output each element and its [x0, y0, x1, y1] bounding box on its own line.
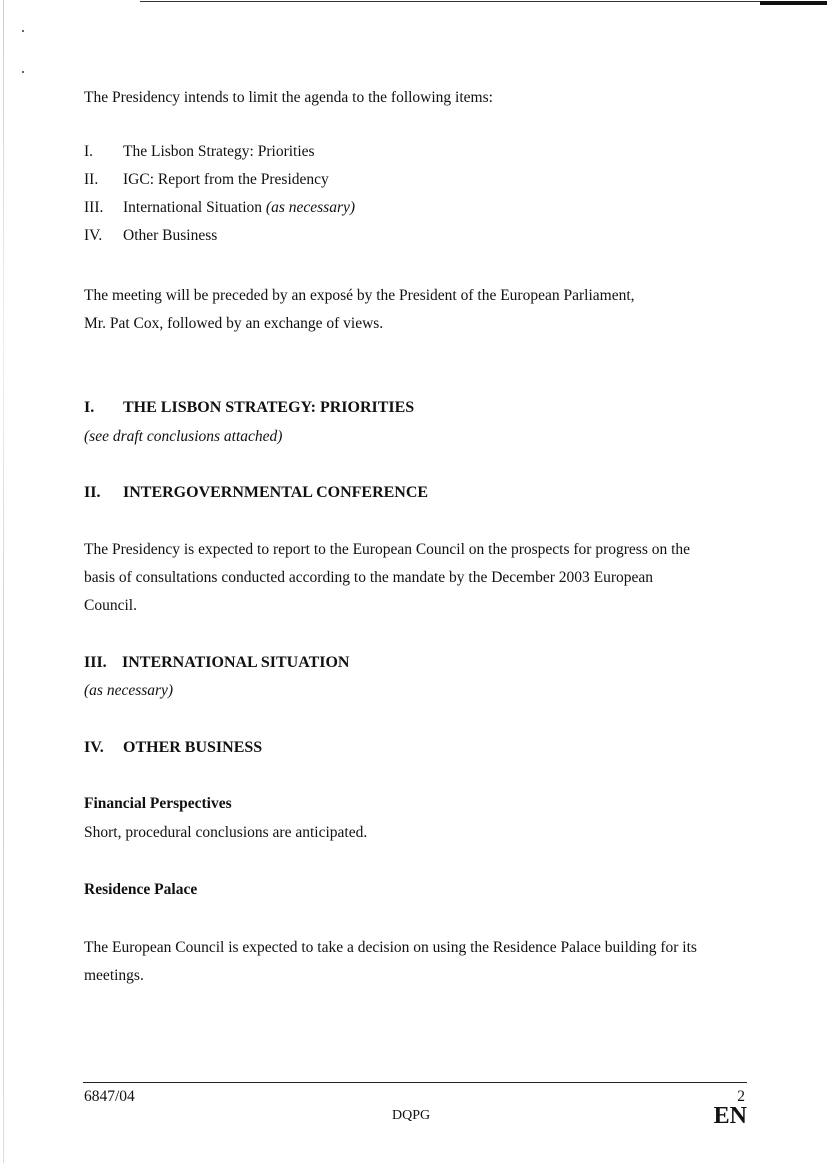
footer-rule [83, 1082, 747, 1083]
agenda-number: I. [84, 143, 94, 160]
residence-heading: Residence Palace [84, 881, 198, 898]
section-2-number: II. [84, 484, 101, 501]
intro-text: The Presidency intends to limit the agenda to the following items: [84, 89, 493, 106]
section-3-number: III. [84, 654, 107, 671]
scan-left-edge [3, 0, 4, 1163]
section-3-note: (as necessary) [84, 682, 174, 699]
agenda-text: Other Business [123, 227, 218, 244]
agenda-text: The Lisbon Strategy: Priorities [123, 143, 315, 160]
financial-text: Short, procedural conclusions are anticipated. [84, 824, 368, 841]
section-2-title: INTERGOVERNMENTAL CONFERENCE [123, 484, 429, 501]
residence-line-2: meetings. [84, 967, 144, 984]
agenda-number: IV. [84, 227, 103, 244]
section-3-title: INTERNATIONAL SITUATION [122, 654, 350, 671]
agenda-number: III. [84, 199, 104, 216]
scan-speck [22, 30, 24, 32]
section-2-line-2: basis of consultations conducted according to the mandate by the December 2003 European [84, 569, 654, 586]
section-2-line-1: The Presidency is expected to report to the European Council on the prospects for progress on the [84, 541, 691, 558]
language-code: EN [713, 1103, 747, 1129]
agenda-text: International Situation [123, 199, 266, 216]
agenda-number: II. [84, 171, 99, 188]
section-2-line-3: Council. [84, 597, 137, 614]
section-4-title: OTHER BUSINESS [123, 739, 263, 756]
agenda-note: (as necessary) [265, 199, 356, 216]
section-1-number: I. [84, 399, 95, 416]
scan-top-border [0, 0, 827, 5]
document-reference: 6847/04 [84, 1088, 135, 1105]
preceded-line-2: Mr. Pat Cox, followed by an exchange of views. [84, 315, 384, 332]
scan-speck [22, 71, 24, 73]
section-4-number: IV. [84, 739, 104, 756]
preceded-line-1: The meeting will be preceded by an exposé by the President of the European Parliament, [84, 287, 635, 304]
section-1-title: THE LISBON STRATEGY: PRIORITIES [123, 399, 415, 416]
page-number: 2 [737, 1088, 745, 1105]
agenda-text-wrap [123, 199, 355, 217]
residence-line-1: The European Council is expected to take a decision on using the Residence Palace building for its [84, 939, 697, 956]
financial-heading: Financial Perspectives [84, 795, 232, 812]
department-code: DQPG [392, 1108, 431, 1123]
section-1-note: (see draft conclusions attached) [84, 428, 283, 445]
agenda-text: IGC: Report from the Presidency [123, 171, 329, 188]
